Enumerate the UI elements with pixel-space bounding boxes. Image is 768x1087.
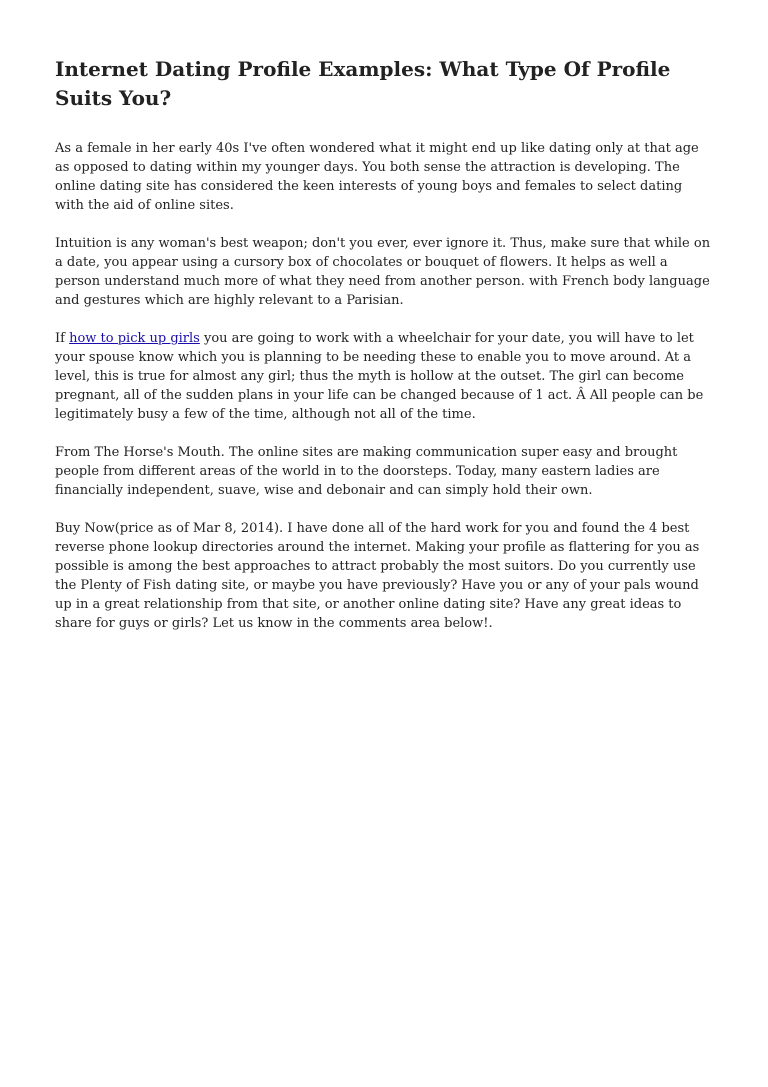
paragraph: From The Horse's Mouth. The online sites are making communication super easy and brought people from different areas of the world in to the doorsteps. Today, many eastern ladies are financially independent, suave, wise and debonair and can simply hold their own. [55,445,678,498]
paragraph-text-after-link: you are going to work with a wheelchair for your date, you will have to let your spouse know which you is planning to be needing these to enable you to move around. At a level, this is true for almost any girl; thus the myth is hollow at the outset. The girl can become pregnant, all of the sudden plans in your life can be changed because of 1 act. Â All people can be legitimately busy a few of the time, although not all of the time. [55,331,704,422]
paragraph: As a female in her early 40s I've often wondered what it might end up like dating only at that age as opposed to dating within my younger days. You both sense the attraction is developing. The online dating site has considered the keen interests of young boys and females to select dating with the aid of online sites. [55,141,699,213]
paragraph-with-link [55,329,713,424]
paragraph: Buy Now(price as of Mar 8, 2014). I have done all of the hard work for you and found the 4 best reverse phone lookup directories around the internet. Making your profile as flattering for you as possible is among the best approaches to attract probably the most suitors. Do you currently use the Plenty of Fish dating site, or maybe you have previously? Have you or any of your pals wound up in a great relationship from that site, or another online dating site? Have any great ideas to share for guys or girls? Let us know in the comments area below!. [55,521,700,631]
paragraph-text-before-link: If [55,331,70,346]
how-to-pick-up-girls-link[interactable]: how to pick up girls [69,331,200,346]
document-page [55,55,713,652]
paragraph: Intuition is any woman's best weapon; don't you ever, ever ignore it. Thus, make sure that while on a date, you appear using a cursory box of chocolates or bouquet of flowers. It helps as well a person understand much more of what they need from another person. with French body language and gestures which are highly relevant to a Parisian. [55,236,711,308]
document-title: Internet Dating Profile Examples: What Type Of Profile Suits You? [55,57,671,110]
